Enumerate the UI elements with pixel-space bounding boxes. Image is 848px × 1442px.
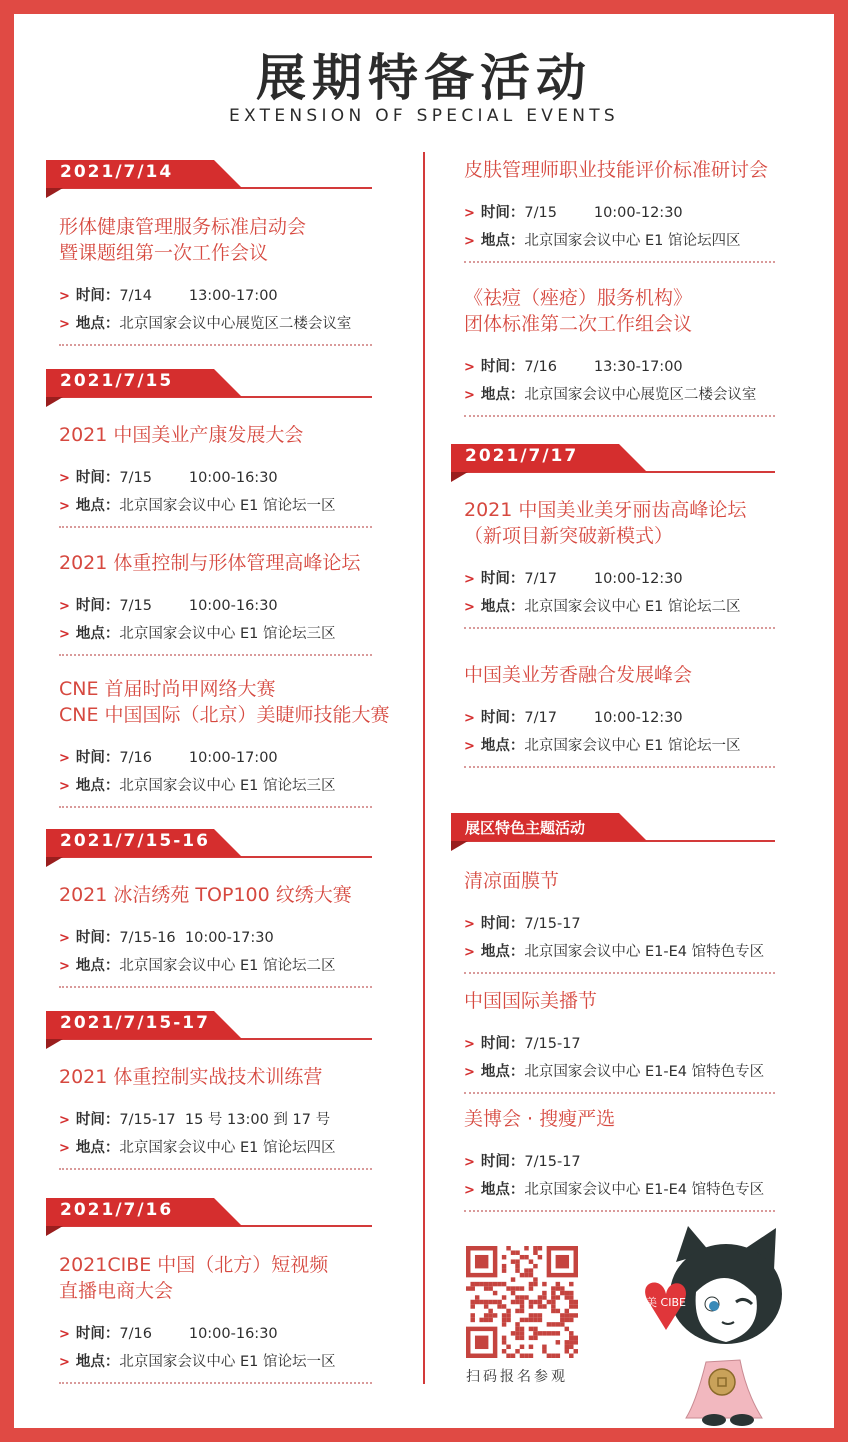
dotted-divider	[464, 972, 775, 974]
arrow-icon: >	[464, 711, 475, 726]
place-label: 地点：	[75, 1140, 120, 1156]
event-time	[464, 567, 683, 588]
date-label: 2021/7/17	[465, 446, 579, 466]
place-value: 北京国家会议中心展览区二楼会议室	[119, 316, 352, 332]
event-item	[464, 988, 775, 1080]
place-value: 北京国家会议中心 E1-E4 馆特色专区	[524, 944, 765, 960]
place-value: 北京国家会议中心 E1 馆论坛四区	[524, 233, 741, 249]
place-value: 北京国家会议中心 E1-E4 馆特色专区	[524, 1064, 765, 1080]
event-time	[464, 706, 683, 727]
event-title-line: 中国美业芳香融合发展峰会	[464, 664, 693, 686]
qr-code[interactable]	[466, 1246, 578, 1358]
dotted-divider	[464, 627, 775, 629]
event-title-line: （新项目新突破新模式）	[464, 525, 674, 547]
event-time	[464, 355, 683, 376]
event-time	[464, 1032, 581, 1053]
dotted-divider	[59, 654, 372, 656]
arrow-icon: >	[59, 317, 70, 332]
event-item	[59, 882, 372, 974]
event-place	[464, 940, 764, 961]
time-label: 时间：	[75, 930, 120, 946]
date-header	[46, 1011, 372, 1049]
arrow-icon: >	[59, 627, 70, 642]
dotted-divider	[59, 986, 372, 988]
time-value: 7/14 13:00-17:00	[119, 288, 278, 304]
time-value: 7/16 13:30-17:00	[524, 359, 683, 375]
mascot-cat-illustration	[636, 1222, 796, 1428]
place-label: 地点：	[480, 944, 525, 960]
event-title-line: 2021 中国美业美牙丽齿高峰论坛	[464, 499, 747, 521]
event-item	[464, 157, 775, 249]
time-value: 7/17 10:00-12:30	[524, 571, 683, 587]
time-label: 时间：	[75, 1112, 120, 1128]
time-label: 时间：	[480, 359, 525, 375]
arrow-icon: >	[464, 739, 475, 754]
arrow-icon: >	[59, 931, 70, 946]
arrow-icon: >	[464, 572, 475, 587]
place-label: 地点：	[75, 626, 120, 642]
event-item	[59, 676, 390, 794]
place-label: 地点：	[75, 1354, 120, 1370]
date-header-fold	[46, 397, 63, 407]
arrow-icon: >	[464, 360, 475, 375]
arrow-icon: >	[59, 471, 70, 486]
event-time	[59, 926, 274, 947]
arrow-icon: >	[464, 945, 475, 960]
event-place	[464, 229, 741, 250]
event-title-line: 中国国际美播节	[464, 990, 598, 1012]
dotted-divider	[464, 766, 775, 768]
time-value: 7/15-17	[524, 1036, 581, 1052]
place-label: 地点：	[75, 958, 120, 974]
event-title-line: 清凉面膜节	[464, 870, 560, 892]
place-label: 地点：	[75, 316, 120, 332]
arrow-icon: >	[59, 1355, 70, 1370]
time-label: 时间：	[75, 598, 120, 614]
dotted-divider	[59, 344, 372, 346]
time-label: 时间：	[480, 571, 525, 587]
mascot-badge: 美 CIBE	[646, 1296, 686, 1309]
dotted-divider	[59, 526, 372, 528]
dotted-divider	[59, 1168, 372, 1170]
time-value: 7/16 10:00-16:30	[119, 1326, 278, 1342]
arrow-icon: >	[59, 779, 70, 794]
event-title-line: 《祛痘（痤疮）服务机构》	[464, 287, 693, 309]
time-label: 时间：	[75, 470, 120, 486]
time-value: 7/15 10:00-12:30	[524, 205, 683, 221]
event-place	[59, 1350, 336, 1371]
place-label: 地点：	[480, 599, 525, 615]
event-place	[464, 595, 741, 616]
event-place	[464, 383, 756, 404]
event-item	[464, 285, 775, 403]
date-header-fold	[46, 1226, 63, 1236]
arrow-icon: >	[59, 751, 70, 766]
time-label: 时间：	[480, 1154, 525, 1170]
dotted-divider	[464, 261, 775, 263]
dotted-divider	[59, 806, 372, 808]
date-header	[46, 160, 372, 198]
date-header	[451, 444, 775, 482]
column-divider	[423, 152, 425, 1384]
event-time	[464, 201, 683, 222]
time-value: 7/15-17	[524, 1154, 581, 1170]
event-place	[464, 1178, 764, 1199]
place-label: 地点：	[480, 1064, 525, 1080]
event-title-line: 皮肤管理师职业技能评价标准研讨会	[464, 159, 769, 181]
event-item	[59, 1252, 372, 1370]
date-label: 2021/7/14	[60, 162, 174, 182]
page-title: 展期特备活动	[256, 49, 592, 107]
arrow-icon: >	[464, 917, 475, 932]
date-header-fold	[46, 188, 63, 198]
arrow-icon: >	[464, 1183, 475, 1198]
date-header	[46, 369, 372, 407]
event-time	[59, 594, 278, 615]
event-time	[59, 1108, 330, 1129]
place-value: 北京国家会议中心 E1 馆论坛三区	[119, 778, 336, 794]
arrow-icon: >	[464, 1037, 475, 1052]
arrow-icon: >	[59, 959, 70, 974]
place-value: 北京国家会议中心 E1 馆论坛一区	[119, 1354, 336, 1370]
event-title-line: 2021 体重控制与形体管理高峰论坛	[59, 552, 361, 574]
qr-label: 扫码报名参观	[466, 1369, 568, 1385]
event-title-line: 暨课题组第一次工作会议	[59, 242, 269, 264]
arrow-icon: >	[59, 499, 70, 514]
arrow-icon: >	[59, 1113, 70, 1128]
time-label: 时间：	[75, 288, 120, 304]
event-item	[59, 1064, 372, 1156]
date-header-fold	[451, 472, 468, 482]
dotted-divider	[464, 1092, 775, 1094]
event-item	[464, 662, 775, 754]
arrow-icon: >	[464, 388, 475, 403]
event-time	[59, 466, 278, 487]
arrow-icon: >	[59, 1141, 70, 1156]
time-value: 7/15 10:00-16:30	[119, 470, 278, 486]
date-header-fold	[46, 1039, 63, 1049]
date-label: 2021/7/15-16	[60, 831, 210, 851]
place-label: 地点：	[75, 778, 120, 794]
arrow-icon: >	[59, 289, 70, 304]
dotted-divider	[464, 1210, 775, 1212]
place-value: 北京国家会议中心 E1-E4 馆特色专区	[524, 1182, 765, 1198]
event-title-line: 2021CIBE 中国（北方）短视频	[59, 1254, 329, 1276]
arrow-icon: >	[464, 206, 475, 221]
time-label: 时间：	[75, 750, 120, 766]
date-header	[46, 829, 372, 867]
time-label: 时间：	[480, 205, 525, 221]
event-title-line: 美博会 · 搜瘦严选	[464, 1108, 616, 1130]
event-title-line: 直播电商大会	[59, 1280, 174, 1302]
event-title-line: 2021 中国美业产康发展大会	[59, 424, 304, 446]
event-time	[464, 1150, 581, 1171]
time-value: 7/15-17 15 号 13:00 到 17 号	[119, 1112, 331, 1128]
event-title-line: 2021 体重控制实战技术训练营	[59, 1066, 323, 1088]
event-place	[59, 954, 336, 975]
time-value: 7/15-17	[524, 916, 581, 932]
date-label: 2021/7/15-17	[60, 1013, 210, 1033]
place-label: 地点：	[480, 387, 525, 403]
event-place	[59, 312, 351, 333]
date-header-fold	[46, 857, 63, 867]
place-value: 北京国家会议中心 E1 馆论坛一区	[524, 738, 741, 754]
arrow-icon: >	[464, 234, 475, 249]
place-label: 地点：	[75, 498, 120, 514]
event-item	[464, 497, 775, 615]
place-label: 地点：	[480, 233, 525, 249]
place-value: 北京国家会议中心展览区二楼会议室	[524, 387, 757, 403]
event-time	[464, 912, 581, 933]
place-label: 地点：	[480, 738, 525, 754]
event-place	[59, 622, 336, 643]
time-label: 时间：	[480, 710, 525, 726]
arrow-icon: >	[59, 1327, 70, 1342]
time-value: 7/17 10:00-12:30	[524, 710, 683, 726]
time-value: 7/15-16 10:00-17:30	[119, 930, 274, 946]
date-header	[46, 1198, 372, 1236]
event-place	[464, 1060, 764, 1081]
event-title-line: 2021 冰洁绣苑 TOP100 纹绣大赛	[59, 884, 352, 906]
event-item	[464, 1106, 775, 1198]
dotted-divider	[464, 415, 775, 417]
event-time	[59, 1322, 278, 1343]
event-item	[464, 868, 775, 960]
date-label: 2021/7/16	[60, 1200, 174, 1220]
time-label: 时间：	[480, 916, 525, 932]
event-title-line: CNE 首届时尚甲网络大赛	[59, 678, 276, 700]
event-item	[59, 214, 372, 332]
arrow-icon: >	[464, 1065, 475, 1080]
arrow-icon: >	[464, 1155, 475, 1170]
event-place	[59, 494, 336, 515]
place-value: 北京国家会议中心 E1 馆论坛一区	[119, 498, 336, 514]
time-label: 时间：	[480, 1036, 525, 1052]
event-place	[59, 774, 336, 795]
place-value: 北京国家会议中心 E1 馆论坛二区	[524, 599, 741, 615]
place-value: 北京国家会议中心 E1 馆论坛三区	[119, 626, 336, 642]
event-time	[59, 746, 278, 767]
event-place	[59, 1136, 336, 1157]
date-label: 2021/7/15	[60, 371, 174, 391]
time-value: 7/15 10:00-16:30	[119, 598, 278, 614]
date-label: 展区特色主题活动	[465, 819, 586, 837]
time-label: 时间：	[75, 1326, 120, 1342]
event-item	[59, 422, 372, 514]
date-header-fold	[451, 841, 468, 851]
event-place	[464, 734, 741, 755]
place-label: 地点：	[480, 1182, 525, 1198]
place-value: 北京国家会议中心 E1 馆论坛二区	[119, 958, 336, 974]
place-value: 北京国家会议中心 E1 馆论坛四区	[119, 1140, 336, 1156]
event-title-line: 形体健康管理服务标准启动会	[59, 216, 307, 238]
arrow-icon: >	[464, 600, 475, 615]
dotted-divider	[59, 1382, 372, 1384]
arrow-icon: >	[59, 599, 70, 614]
event-item	[59, 550, 372, 642]
page-subtitle: EXTENSION OF SPECIAL EVENTS	[228, 106, 620, 126]
event-title-line: CNE 中国国际（北京）美睫师技能大赛	[59, 704, 390, 726]
date-header	[451, 813, 775, 851]
event-title-line: 团体标准第二次工作组会议	[464, 313, 693, 335]
time-value: 7/16 10:00-17:00	[119, 750, 278, 766]
event-time	[59, 284, 278, 305]
